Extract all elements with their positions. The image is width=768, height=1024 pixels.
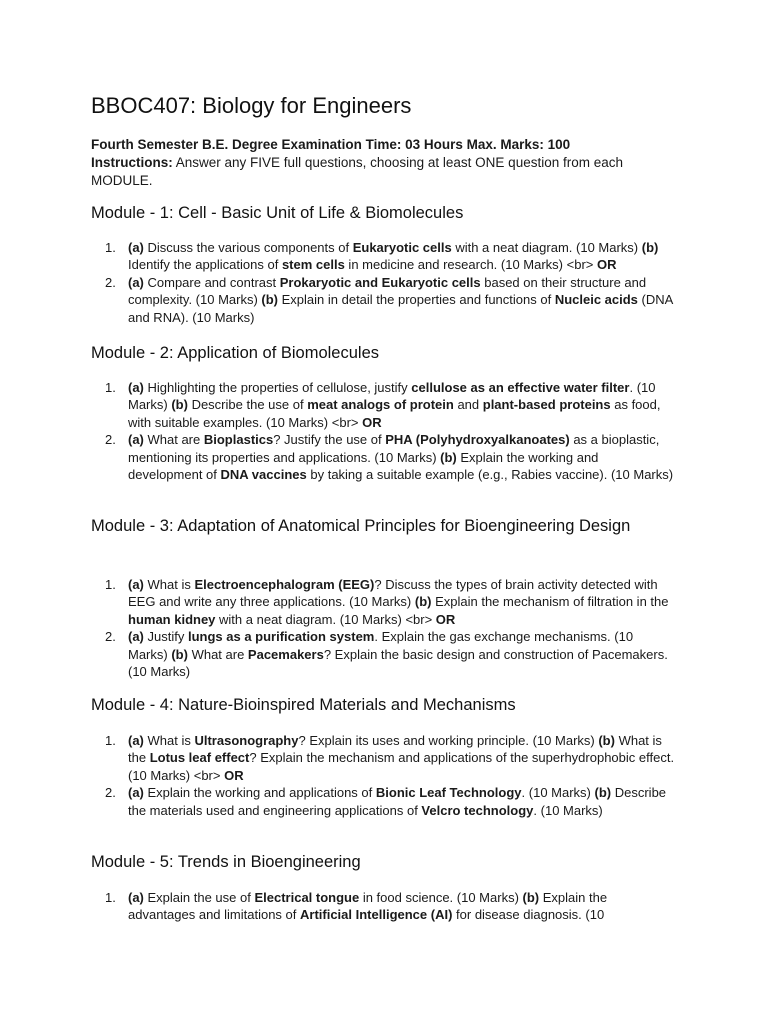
bold-term: (a) bbox=[128, 380, 144, 395]
question-number: 2. bbox=[105, 432, 116, 448]
bold-term: PHA (Polyhydroxyalkanoates) bbox=[385, 432, 570, 448]
question-text: Explain the advantages and limitations of bbox=[128, 890, 608, 923]
bold-term: Electroencephalogram (EEG) bbox=[194, 577, 375, 592]
question-item bbox=[91, 431, 676, 483]
question-text: ? Discuss the types of brain activity detected with EEG and write any three applications. (10 Marks) bbox=[128, 577, 658, 610]
bold-term: (b) bbox=[641, 240, 659, 255]
question-list bbox=[91, 379, 676, 483]
bold-term: (b) bbox=[594, 785, 612, 801]
question-number: 1. bbox=[105, 733, 116, 748]
bold-term: Eukaryotic cells bbox=[352, 240, 452, 255]
bold-term: (b) bbox=[261, 292, 279, 308]
question-text: Justify bbox=[143, 629, 188, 645]
question-text: . Explain the gas exchange mechanisms. (10 Marks) bbox=[128, 629, 634, 662]
question-text: Describe the use of bbox=[187, 397, 308, 413]
instructions bbox=[91, 154, 676, 190]
question-text: Compare and contrast bbox=[143, 274, 280, 290]
question-text: by taking a suitable example (e.g., Rabies vaccine). (10 Marks) bbox=[306, 467, 674, 483]
instructions-label: Instructions: bbox=[91, 155, 173, 170]
bold-term: (b) bbox=[522, 890, 540, 905]
bold-term: (b) bbox=[414, 594, 432, 610]
question-list bbox=[91, 732, 676, 819]
question-item bbox=[91, 889, 676, 924]
question-text: as a bioplastic, mentioning its properties and applications. (10 Marks) bbox=[128, 432, 660, 465]
question-text: Describe the materials used and engineering applications of bbox=[128, 785, 667, 818]
question-number: 2. bbox=[105, 785, 116, 801]
question-text: (DNA and RNA). (10 Marks) bbox=[128, 292, 673, 325]
bold-term: meat analogs of protein bbox=[307, 397, 454, 413]
question-text: for disease diagnosis. (10 bbox=[452, 907, 605, 923]
bold-term: OR bbox=[224, 767, 244, 783]
question-number: 2. bbox=[105, 629, 116, 645]
exam-header-line: Fourth Semester B.E. Degree Examination Time: 03 Hours Max. Marks: 100 bbox=[91, 137, 571, 152]
question-text: Identify the applications of bbox=[128, 257, 282, 273]
bold-term: (a) bbox=[128, 890, 144, 905]
question-text: ? Explain the basic design and construction of Pacemakers. (10 Marks) bbox=[128, 646, 668, 680]
bold-term: (a) bbox=[128, 785, 144, 801]
question-item bbox=[91, 274, 676, 326]
bold-term: cellulose as an effective water filter bbox=[411, 380, 630, 395]
question-text: . (10 Marks) bbox=[533, 802, 603, 818]
bold-term: OR bbox=[362, 414, 382, 430]
bold-term: (b) bbox=[440, 449, 457, 465]
bold-term: Velcro technology bbox=[421, 802, 534, 818]
question-text: Explain the use of bbox=[143, 890, 255, 905]
question-item bbox=[91, 379, 676, 431]
bold-term: Artificial Intelligence (AI) bbox=[300, 907, 453, 923]
question-text: . (10 Marks) bbox=[521, 785, 595, 801]
question-text: ? Justify the use of bbox=[273, 432, 386, 448]
bold-term: (a) bbox=[128, 577, 144, 592]
question-text: What are bbox=[143, 432, 204, 448]
question-list bbox=[91, 889, 676, 924]
question-text: Highlighting the properties of cellulose, justify bbox=[143, 380, 412, 395]
question-text: Explain the mechanism of filtration in the bbox=[431, 594, 669, 610]
bold-term: (a) bbox=[128, 274, 144, 290]
module-heading: Module - 2: Application of Biomolecules bbox=[91, 344, 379, 362]
question-item bbox=[91, 628, 676, 680]
instructions-text: Answer any FIVE full questions, choosing at least ONE question from each MODULE. bbox=[91, 155, 623, 188]
module-heading: Module - 1: Cell - Basic Unit of Life & Biomolecules bbox=[91, 204, 464, 222]
question-number: 1. bbox=[105, 240, 116, 255]
question-text: Explain the working and applications of bbox=[143, 785, 376, 801]
document-content bbox=[91, 90, 676, 923]
question-item bbox=[91, 576, 676, 628]
question-list bbox=[91, 239, 676, 326]
question-text: based on their structure and complexity. (10 Marks) bbox=[128, 274, 647, 308]
question-text: with a neat diagram. (10 Marks) <br> bbox=[215, 611, 436, 627]
question-text: What is bbox=[143, 733, 195, 748]
bold-term: OR bbox=[596, 257, 617, 273]
bold-term: Pacemakers bbox=[247, 646, 324, 662]
question-text: Explain the working and development of bbox=[128, 449, 599, 483]
module-heading: Module - 4: Nature-Bioinspired Materials and Mechanisms bbox=[91, 696, 516, 714]
module-heading: Module - 3: Adaptation of Anatomical Principles for Bioengineering Design bbox=[91, 517, 631, 535]
question-number: 1. bbox=[105, 890, 116, 905]
bold-term: Electrical tongue bbox=[254, 890, 360, 905]
bold-term: (a) bbox=[128, 629, 144, 645]
question-item bbox=[91, 239, 676, 274]
question-text: ? Explain its uses and working principle. (10 Marks) bbox=[298, 733, 599, 748]
question-text: Explain in detail the properties and functions of bbox=[278, 292, 555, 308]
page-title: BBOC407: Biology for Engineers bbox=[91, 93, 412, 118]
bold-term: (a) bbox=[128, 733, 144, 748]
question-item bbox=[91, 784, 676, 819]
question-text: What are bbox=[187, 646, 248, 662]
question-number: 1. bbox=[105, 577, 116, 592]
question-text: as food, with suitable examples. (10 Marks) <br> bbox=[128, 397, 661, 430]
question-text: Discuss the various components of bbox=[143, 240, 353, 255]
question-text: What is bbox=[143, 577, 195, 592]
exam-meta bbox=[91, 136, 676, 190]
bold-term: DNA vaccines bbox=[220, 467, 307, 483]
bold-term: Nucleic acids bbox=[554, 292, 638, 308]
question-list bbox=[91, 576, 676, 680]
question-text: and bbox=[453, 397, 483, 413]
bold-term: stem cells bbox=[281, 257, 345, 273]
bold-term: (a) bbox=[128, 432, 144, 448]
module-heading: Module - 5: Trends in Bioengineering bbox=[91, 853, 361, 871]
bold-term: Bioplastics bbox=[203, 432, 274, 448]
bold-term: Ultrasonography bbox=[194, 733, 299, 748]
bold-term: human kidney bbox=[128, 611, 216, 627]
bold-term: (a) bbox=[128, 240, 144, 255]
question-number: 2. bbox=[105, 274, 116, 290]
question-text: in food science. (10 Marks) bbox=[359, 890, 523, 905]
question-text: . (10 Marks) bbox=[128, 380, 656, 413]
bold-term: Bionic Leaf Technology bbox=[375, 785, 522, 801]
question-text: ? Explain the mechanism and applications of the superhydrophobic effect. (10 Marks) <br> bbox=[128, 750, 675, 783]
bold-term: Prokaryotic and Eukaryotic cells bbox=[279, 274, 481, 290]
question-text: in medicine and research. (10 Marks) <br> bbox=[344, 257, 597, 273]
question-item bbox=[91, 732, 676, 784]
bold-term: lungs as a purification system bbox=[187, 629, 375, 645]
bold-term: Lotus leaf effect bbox=[149, 750, 250, 766]
question-text: with a neat diagram. (10 Marks) bbox=[451, 240, 642, 255]
bold-term: (b) bbox=[598, 733, 615, 748]
bold-term: plant-based proteins bbox=[482, 397, 611, 413]
bold-term: (b) bbox=[171, 646, 188, 662]
bold-term: (b) bbox=[171, 397, 188, 413]
bold-term: OR bbox=[435, 611, 456, 627]
question-text: What is the bbox=[128, 733, 662, 766]
question-number: 1. bbox=[105, 380, 116, 395]
